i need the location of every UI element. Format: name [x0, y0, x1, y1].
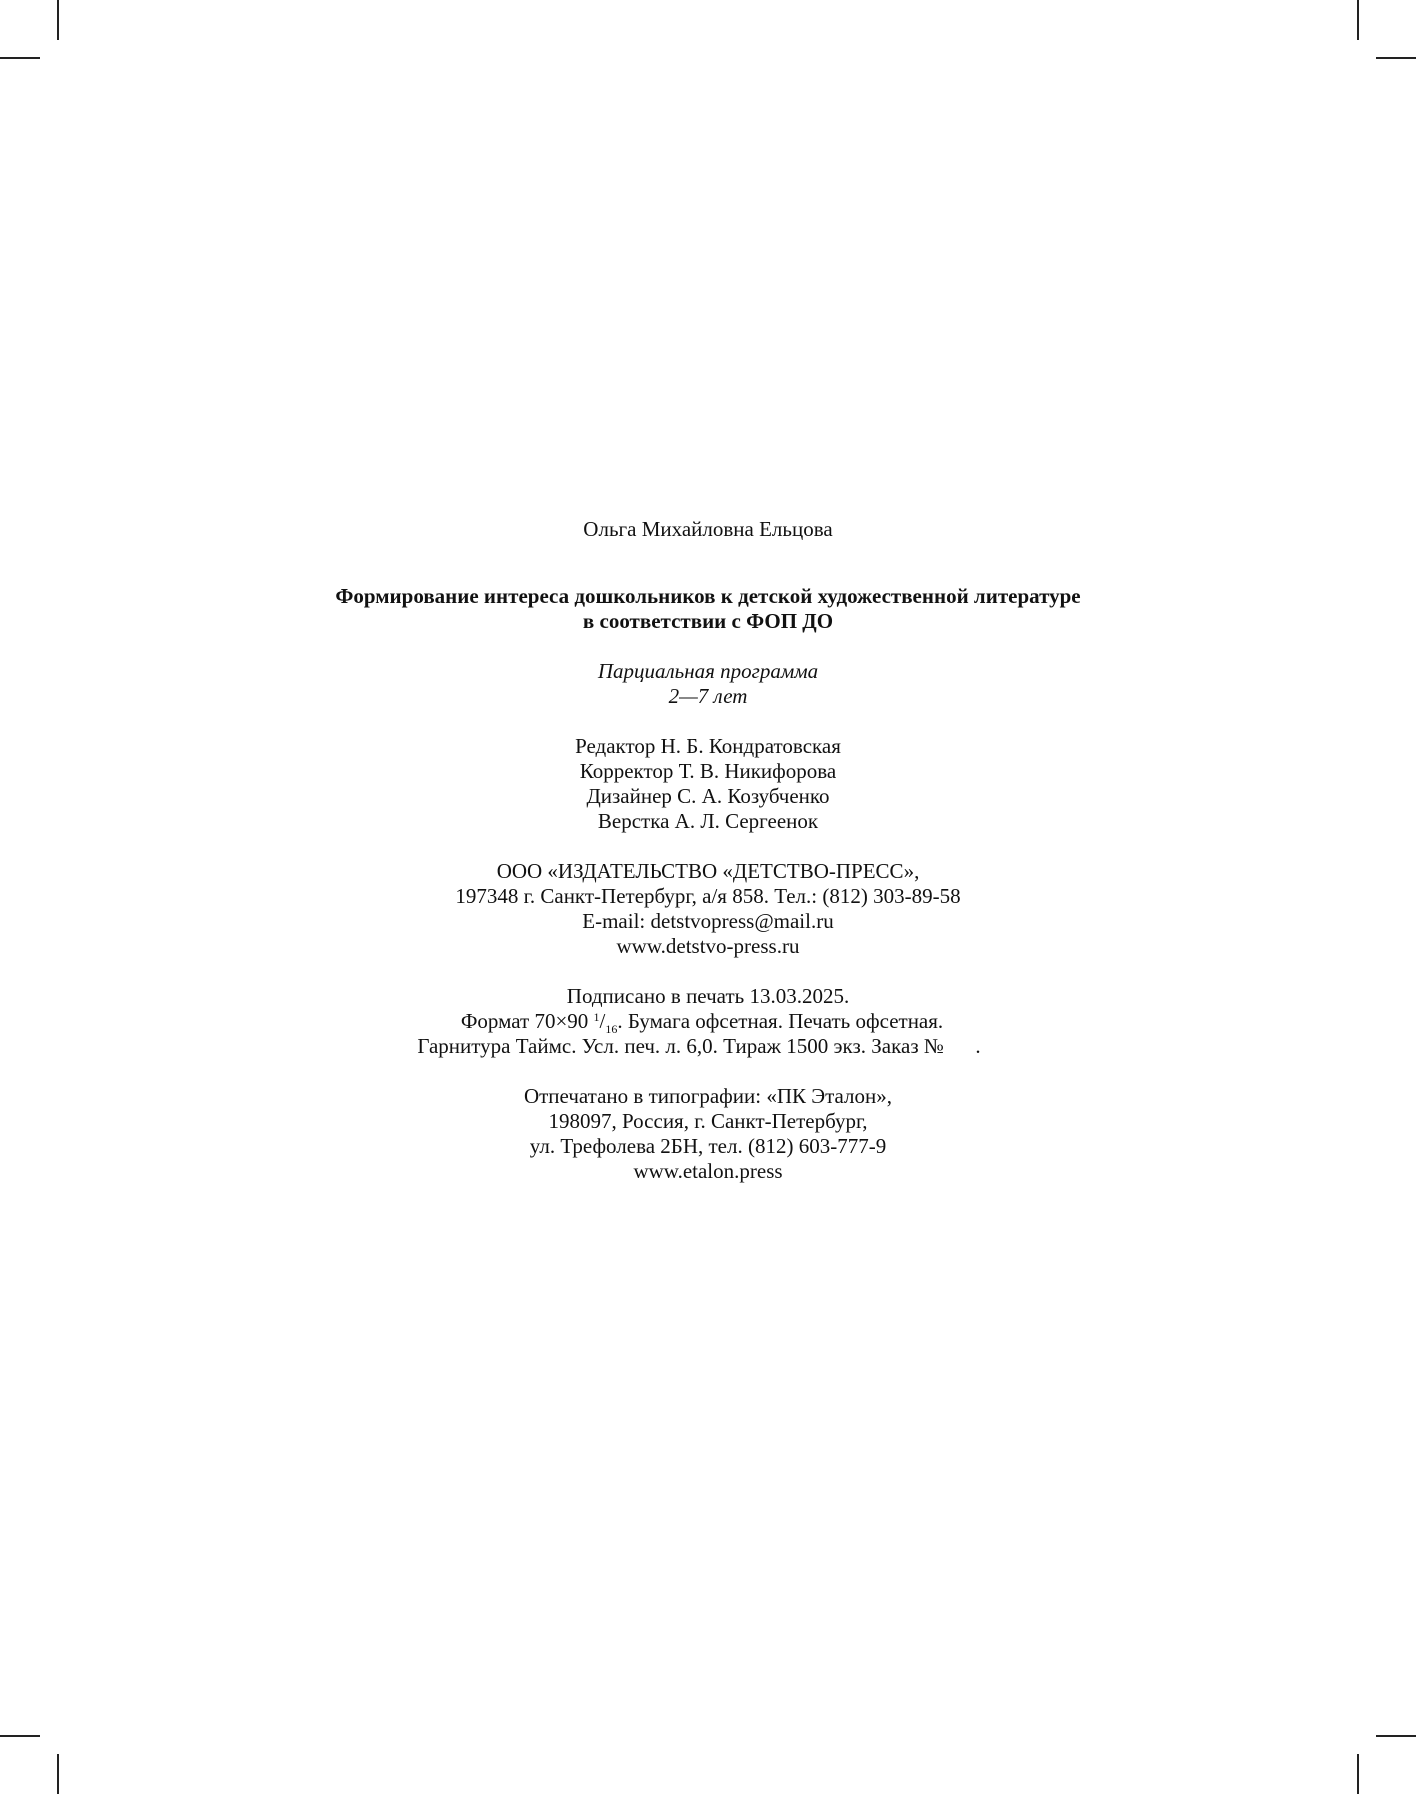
- crop-mark-top-left-vertical: [57, 0, 59, 40]
- crop-mark-bottom-left-horizontal: [0, 1735, 40, 1737]
- age-range: 2—7 лет: [668, 684, 748, 708]
- printer-website: www.etalon.press: [633, 1159, 783, 1183]
- publisher-info: [0, 859, 1416, 959]
- publisher-name: ООО «ИЗДАТЕЛЬСТВО «ДЕТСТВО-ПРЕСС»,: [496, 859, 920, 883]
- printer-street: ул. Трефолева 2БН, тел. (812) 603-777-9: [529, 1134, 887, 1158]
- format-suffix: . Бумага офсетная. Печать офсетная.: [617, 1009, 944, 1033]
- crop-mark-top-left-horizontal: [0, 57, 40, 59]
- format-line: [0, 1009, 1410, 1034]
- publisher-address: 197348 г. Санкт-Петербург, а/я 858. Тел.: (812) 303-89-58: [455, 884, 961, 908]
- staff-credits: [0, 734, 1416, 834]
- format-numerator: 1: [593, 1010, 600, 1024]
- author-name: Ольга Михайловна Ельцова: [583, 517, 833, 541]
- designer-credit: Дизайнер С. А. Козубченко: [586, 784, 830, 808]
- crop-mark-bottom-right-horizontal: [1376, 1735, 1416, 1737]
- proofreader-credit: Корректор Т. В. Никифорова: [579, 759, 837, 783]
- printer-city: 198097, Россия, г. Санкт-Петербург,: [548, 1109, 868, 1133]
- program-type: Парциальная программа: [597, 659, 819, 683]
- signed-to-print: Подписано в печать 13.03.2025.: [566, 984, 850, 1008]
- book-title-line-1: Формирование интереса дошкольников к детской художественной литературе: [335, 584, 1081, 608]
- book-subtitle: [0, 659, 1416, 709]
- typeface-line: Гарнитура Таймс. Усл. печ. л. 6,0. Тираж 1500 экз. Заказ № .: [417, 1034, 981, 1058]
- printer-name: Отпечатано в типографии: «ПК Эталон»,: [523, 1084, 893, 1108]
- format-prefix: Формат 70×90: [460, 1009, 594, 1033]
- format-slash: /: [599, 1009, 606, 1033]
- format-denominator: 16: [605, 1022, 618, 1036]
- book-title-line-2: в соответствии с ФОП ДО: [582, 609, 834, 633]
- crop-mark-top-right-vertical: [1357, 0, 1359, 40]
- layout-credit: Верстка А. Л. Сергеенок: [597, 809, 819, 833]
- publisher-website: www.detstvo-press.ru: [616, 934, 800, 958]
- printer-info: [0, 1084, 1416, 1184]
- publisher-email: E-mail: detstvopress@mail.ru: [582, 909, 834, 933]
- editor-credit: Редактор Н. Б. Кондратовская: [575, 734, 841, 758]
- book-title: [0, 584, 1416, 634]
- imprint-page: [0, 517, 1416, 1184]
- crop-mark-top-right-horizontal: [1376, 57, 1416, 59]
- print-details: [0, 984, 1416, 1059]
- crop-mark-bottom-left-vertical: [57, 1754, 59, 1794]
- crop-mark-bottom-right-vertical: [1357, 1754, 1359, 1794]
